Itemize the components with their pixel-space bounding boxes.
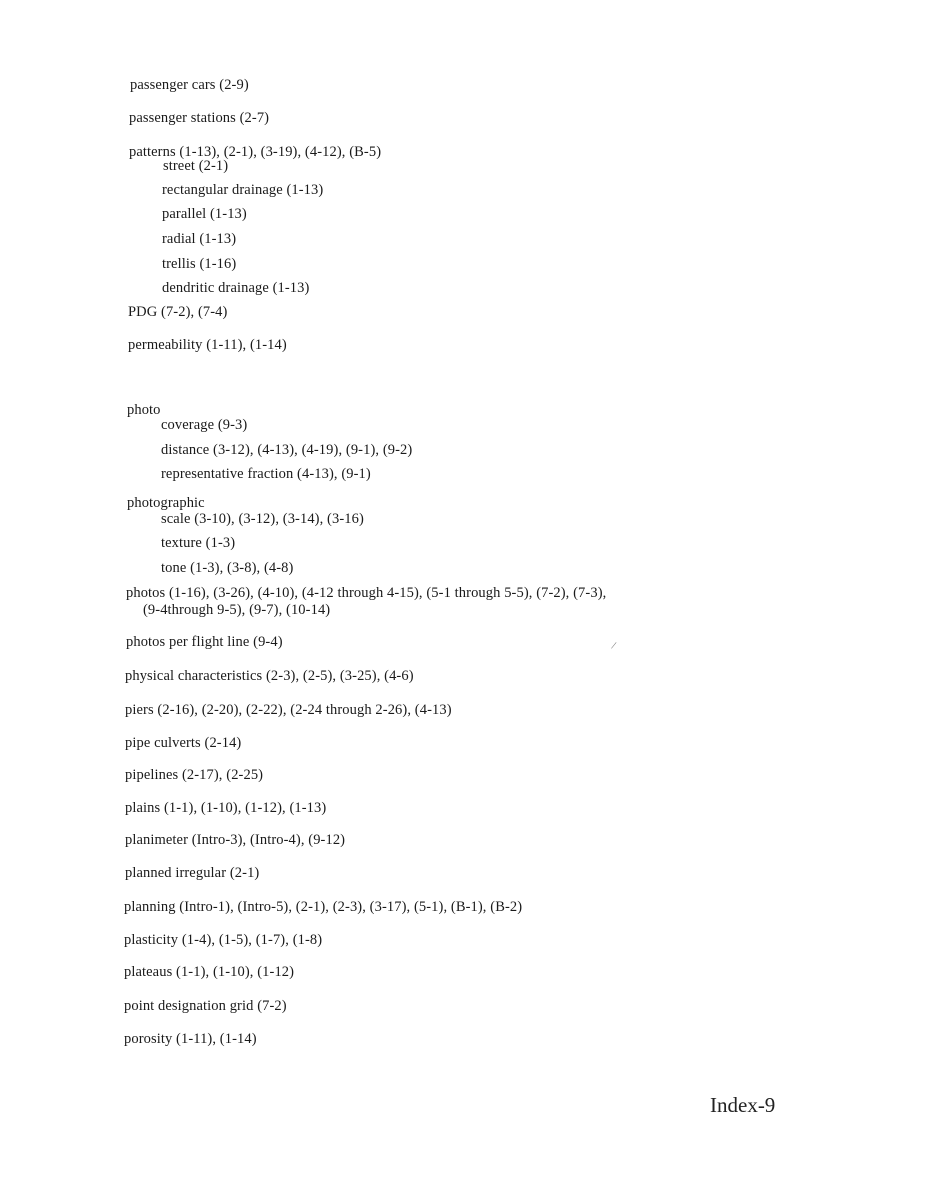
entry-passenger-stations: passenger stations (2-7) [129,110,270,126]
entry-photo: photo [127,402,161,418]
entry-pipe-culverts: pipe culverts (2-14) [125,735,242,751]
entry-plains: plains (1-1), (1-10), (1-12), (1-13) [125,800,327,816]
entry-pdg: PDG (7-2), (7-4) [128,304,228,320]
entry-photos-continuation: (9-4through 9-5), (9-7), (10-14) [143,602,331,618]
subentry-patterns-trellis: trellis (1-16) [162,256,237,272]
entry-patterns: patterns (1-13), (2-1), (3-19), (4-12), (B-5) [129,144,382,160]
subentry-photo-distance: distance (3-12), (4-13), (4-19), (9-1), (9-2) [161,442,413,458]
subentry-patterns-dendritic-drainage: dendritic drainage (1-13) [162,280,310,296]
entry-pipelines: pipelines (2-17), (2-25) [125,767,264,783]
entry-photos-per-flight-line: photos per flight line (9-4) [126,634,283,650]
entry-passenger-cars: passenger cars (2-9) [130,77,249,93]
entry-porosity: porosity (1-11), (1-14) [124,1031,257,1047]
entry-planned-irregular: planned irregular (2-1) [125,865,260,881]
entry-planimeter: planimeter (Intro-3), (Intro-4), (9-12) [125,832,346,848]
subentry-patterns-rectangular-drainage: rectangular drainage (1-13) [162,182,324,198]
stray-mark: / [610,639,618,653]
entry-permeability: permeability (1-11), (1-14) [128,337,287,353]
entry-plateaus: plateaus (1-1), (1-10), (1-12) [124,964,295,980]
entry-plasticity: plasticity (1-4), (1-5), (1-7), (1-8) [124,932,323,948]
subentry-photographic-scale: scale (3-10), (3-12), (3-14), (3-16) [161,511,364,527]
subentry-patterns-street: street (2-1) [163,158,229,174]
subentry-photo-representative-fraction: representative fraction (4-13), (9-1) [161,466,371,482]
entry-photos: photos (1-16), (3-26), (4-10), (4-12 through 4-15), (5-1 through 5-5), (7-2), (7-3), [126,585,607,601]
entry-piers: piers (2-16), (2-20), (2-22), (2-24 through 2-26), (4-13) [125,702,452,718]
entry-physical-characteristics: physical characteristics (2-3), (2-5), (3-25), (4-6) [125,668,414,684]
entry-point-designation-grid: point designation grid (7-2) [124,998,287,1014]
subentry-photographic-tone: tone (1-3), (3-8), (4-8) [161,560,294,576]
entry-photographic: photographic [127,495,205,511]
page-number: Index-9 [710,1093,776,1117]
entry-planning: planning (Intro-1), (Intro-5), (2-1), (2-3), (3-17), (5-1), (B-1), (B-2) [124,899,523,915]
subentry-photo-coverage: coverage (9-3) [161,417,248,433]
subentry-photographic-texture: texture (1-3) [161,535,236,551]
subentry-patterns-parallel: parallel (1-13) [162,206,247,222]
subentry-patterns-radial: radial (1-13) [162,231,237,247]
